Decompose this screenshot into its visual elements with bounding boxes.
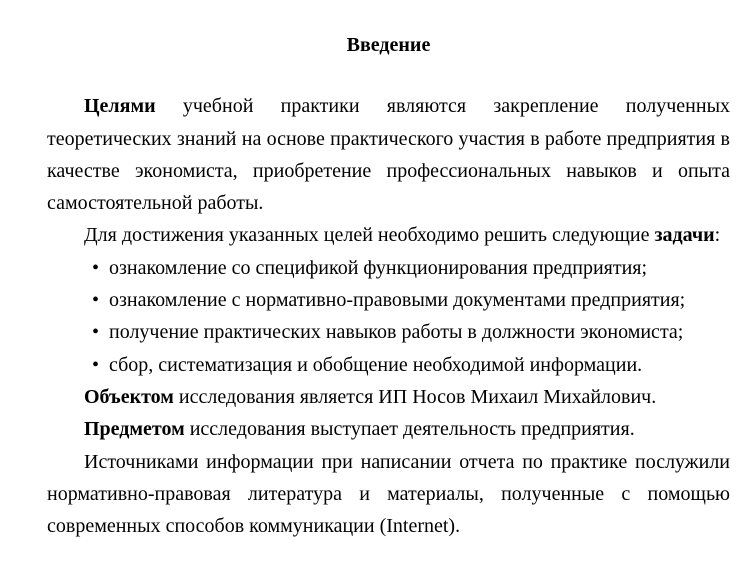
subject-text: исследования выступает деятельность предприятия. xyxy=(184,418,635,441)
intro-goals-paragraph xyxy=(47,90,730,219)
bullet-icon: • xyxy=(92,289,100,312)
goals-text: учебной практики являются закрепление полученных теоретических знаний на основе практического участия в работе предприятия в качестве экономиста, приобретение профессиональных навыков и опыта самостоятельной работы. xyxy=(47,95,730,215)
task-item-1-text: ознакомление со спецификой функционирования предприятия; xyxy=(109,256,648,279)
task-item-4-text: сбор, систематизация и обобщение необходимой информации. xyxy=(109,353,643,376)
bullet-icon: • xyxy=(92,321,100,344)
task-item-1 xyxy=(47,252,730,284)
task-item-3-text: получение практических навыков работы в должности экономиста; xyxy=(109,321,684,344)
tasks-list xyxy=(47,252,730,381)
object-term: Объектом xyxy=(84,385,174,408)
tasks-term: задачи xyxy=(654,224,715,247)
task-item-2 xyxy=(47,284,730,316)
object-text: исследования является ИП Носов Михаил Михайлович. xyxy=(173,385,657,408)
bullet-icon: • xyxy=(92,353,100,376)
task-item-3 xyxy=(47,316,730,348)
tasks-intro-paragraph xyxy=(47,219,730,251)
sources-text: Источниками информации при написании отчета по практике послужили нормативно-правовая литература и материалы, полученные с помощью современных способов коммуникации (Internet). xyxy=(47,450,730,538)
object-paragraph xyxy=(47,381,730,413)
task-item-4 xyxy=(47,349,730,381)
document-title: Введение xyxy=(346,34,431,56)
task-item-2-text: ознакомление с нормативно-правовыми документами предприятия; xyxy=(109,289,686,312)
subject-term: Предметом xyxy=(84,418,185,441)
sources-paragraph xyxy=(47,446,730,543)
tasks-intro-text: Для достижения указанных целей необходимо решить следующие xyxy=(84,224,655,247)
subject-paragraph xyxy=(47,413,730,445)
bullet-icon: • xyxy=(92,256,100,279)
goals-term: Целями xyxy=(84,95,156,118)
tasks-intro-colon: : xyxy=(714,224,721,247)
